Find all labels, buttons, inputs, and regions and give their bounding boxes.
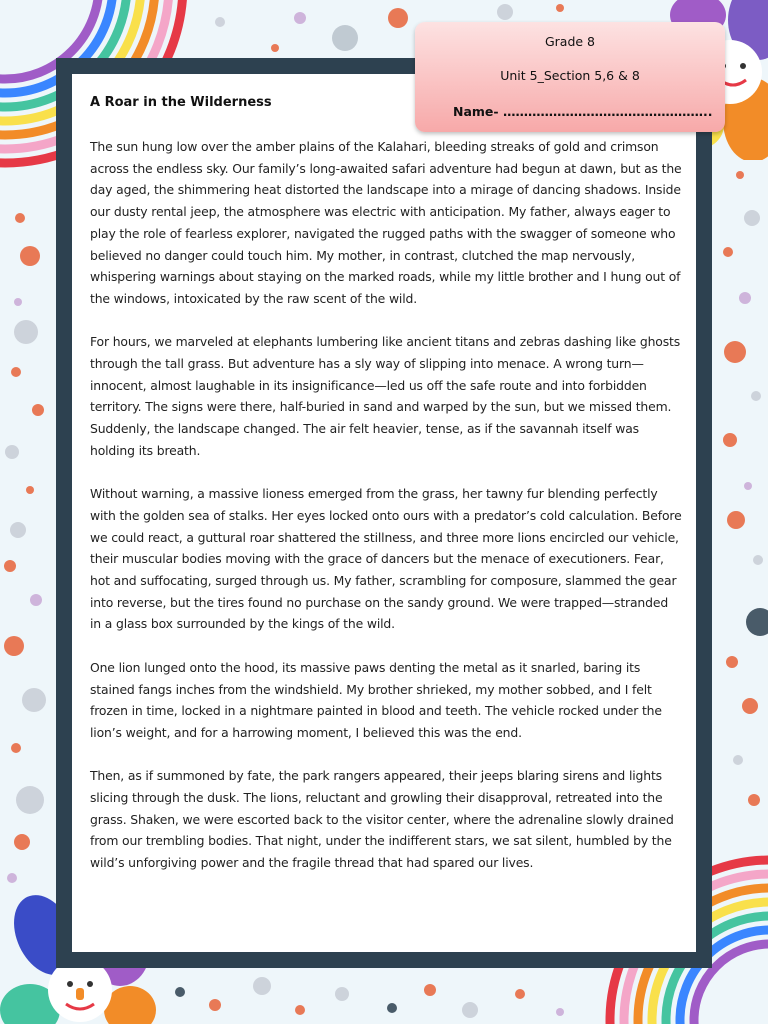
story-paragraph-2: For hours, we marveled at elephants lumbering like ancient titans and zebras dashing like ghosts through the tall grass. But adventure has a sly way of slipping into menace. A wrong turn—innocent, almost laughable in its insignificance—led us off the safe route and into forbidden territory. The signs were there, half-buried in sand and warped by the sun, but we missed them. Suddenly, the landscape changed. The air felt heavier, tense, as if the savannah itself was holding its breath. <box>90 334 681 458</box>
name-field: Name- ………………………………………….. <box>453 104 713 119</box>
story-title: A Roar in the Wilderness <box>90 95 272 110</box>
story-body <box>90 136 682 896</box>
header-card <box>415 22 725 132</box>
story-paragraph-5: Then, as if summoned by fate, the park rangers appeared, their jeeps blaring sirens and lights slicing through the dusk. The lions, reluctant and growling their disapproval, retreated into the grass. Shaken, we were escorted back to the visitor center, where the adrenaline slowly drained from our trembling bodies. That night, under the indifferent stars, we sat silent, humbled by the wild’s unforgiving power and the fragile thread that had spared our lives. <box>90 768 674 871</box>
unit-label: Unit 5_Section 5,6 & 8 <box>500 68 640 83</box>
story-paragraph-1: The sun hung low over the amber plains of the Kalahari, bleeding streaks of gold and crimson across the endless sky. Our family’s long-awaited safari adventure had begun at dawn, but as the day aged, the shimmering heat distorted the landscape into a mirage of dancing shadows. Inside our dusty rental jeep, the atmosphere was electric with anticipation. My father, always eager to play the role of fearless explorer, navigated the rugged paths with the swagger of someone who believed no danger could touch him. My mother, in contrast, clutched the map nervously, whispering warnings about staying on the marked roads, while my little brother and I hung out of the windows, intoxicated by the raw scent of the wild. <box>90 139 682 306</box>
story-paragraph-3: Without warning, a massive lioness emerged from the grass, her tawny fur blending perfectly with the golden sea of stalks. Her eyes locked onto ours with a predator’s cold calculation. Before we could react, a guttural roar shattered the stillness, and three more lions encircled our vehicle, their muscular bodies moving with the grace of dancers but the menace of executioners. Fear, hot and suffocating, surged through us. My father, scrambling for composure, slammed the gear into reverse, but the tires found no purchase on the sandy ground. We were trapped—stranded in a glass box surrounded by the kings of the wild. <box>90 486 682 632</box>
grade-label: Grade 8 <box>544 34 596 49</box>
story-paragraph-4: One lion lunged onto the hood, its massive paws denting the metal as it snarled, baring its stained fangs inches from the windshield. My brother shrieked, my mother sobbed, and I felt frozen in time, locked in a nightmare painted in blood and teeth. The vehicle rocked under the lion’s weight, and for a harrowing moment, I believed this was the end. <box>90 659 662 740</box>
